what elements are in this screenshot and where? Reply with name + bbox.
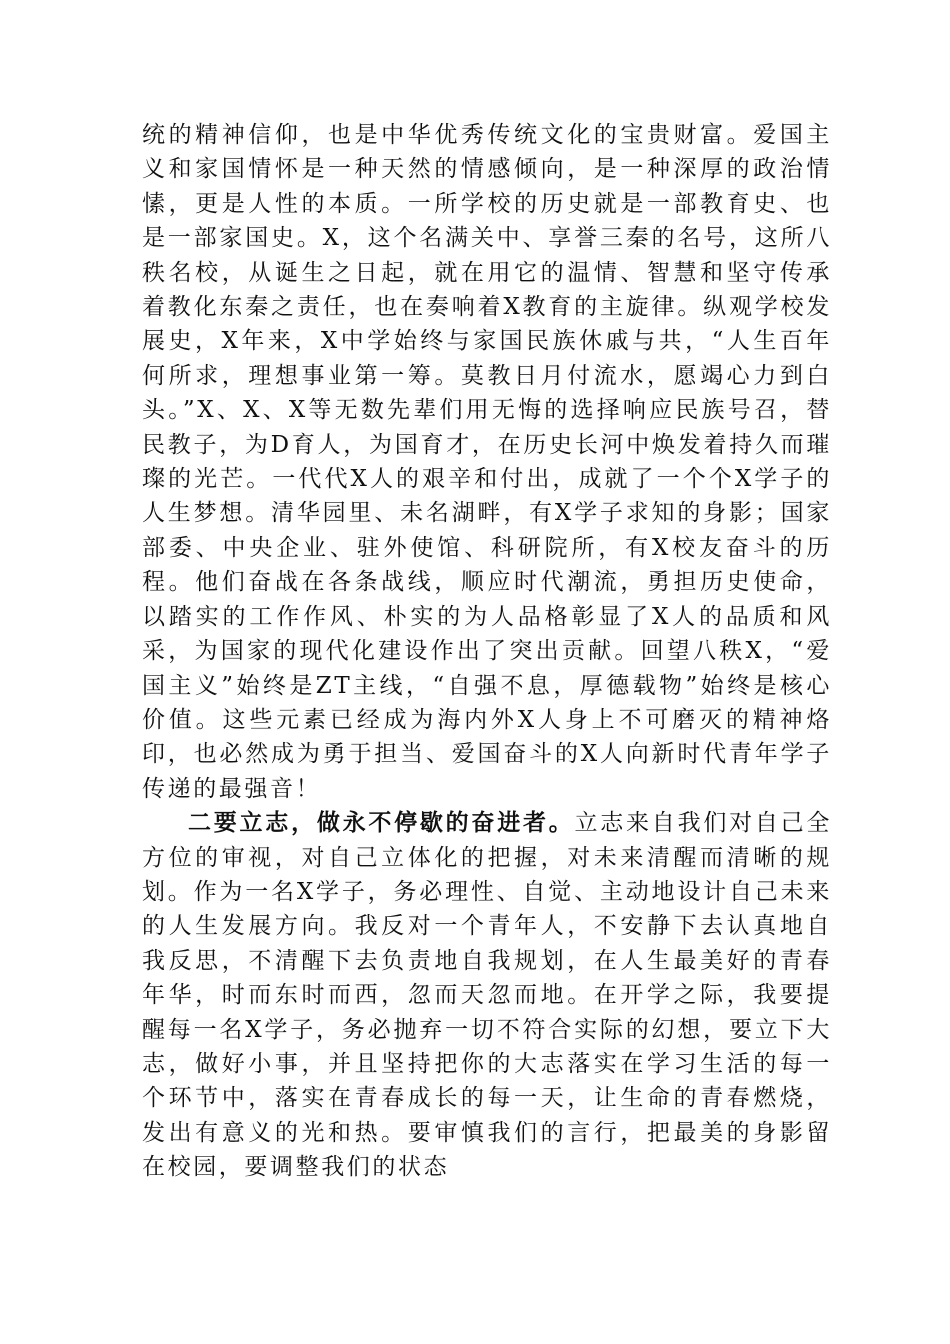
paragraph-aspiration-body: 立志来自我们对自己全方位的审视，对自己立体化的把握，对未来清醒而清晰的规划。作为一名X学子，务必理性、自觉、主动地设计自己未来的人生发展方向。我反对一个青年人，不安静下去认真地自我反思，不清醒下去负责地自我规划，在人生最美好的青春年华，时而东时而西，忽而天忽而地。在开学之际，我要提醒每一名X学子，务必抛弃一切不符合实际的幻想，要立下大志，做好小事，并且坚持把你的大志落实在学习生活的每一个环节中，落实在青春成长的每一天，让生命的青春燃烧，发出有意义的光和热。要审慎我们的言行，把最美的身影留在校园，要调整我们的状态	[142, 810, 833, 1181]
paragraph-aspiration	[142, 806, 832, 1184]
paragraph-aspiration-heading: 二要立志，做永不停歇的奋进者。	[188, 809, 575, 837]
paragraph-patriotism: 统的精神信仰，也是中华优秀传统文化的宝贵财富。爱国主义和家国情怀是一种天然的情感倾向，是一种深厚的政治情愫，更是人性的本质。一所学校的历史就是一部教育史、也是一部家国史。X，这个名满关中、享誉三秦的名号，这所八秩名校，从诞生之日起，就在用它的温情、智慧和坚守传承着教化东秦之责任，也在奏响着X教育的主旋律。纵观学校发展史，X年来，X中学始终与家国民族休戚与共，“人生百年何所求，理想事业第一筹。莫教日月付流水，愿竭心力到白头。”X、X、X等无数先辈们用无悔的选择响应民族号召，替民教子，为D育人，为国育才，在历史长河中焕发着持久而璀璨的光芒。一代代X人的艰辛和付出，成就了一个个X学子的人生梦想。清华园里、未名湖畔，有X学子求知的身影；国家部委、中央企业、驻外使馆、科研院所，有X校友奋斗的历程。他们奋战在各条战线，顺应时代潮流，勇担历史使命，以踏实的工作作风、朴实的为人品格彰显了X人的品质和风采，为国家的现代化建设作出了突出贡献。回望八秩X，“爱国主义”始终是ZT主线，“自强不息，厚德载物”始终是核心价值。这些元素已经成为海内外X人身上不可磨灭的精神烙印，也必然成为勇于担当、爱国奋斗的X人向新时代青年学子传递的最强音！	[142, 122, 832, 802]
body-text	[142, 118, 832, 1185]
